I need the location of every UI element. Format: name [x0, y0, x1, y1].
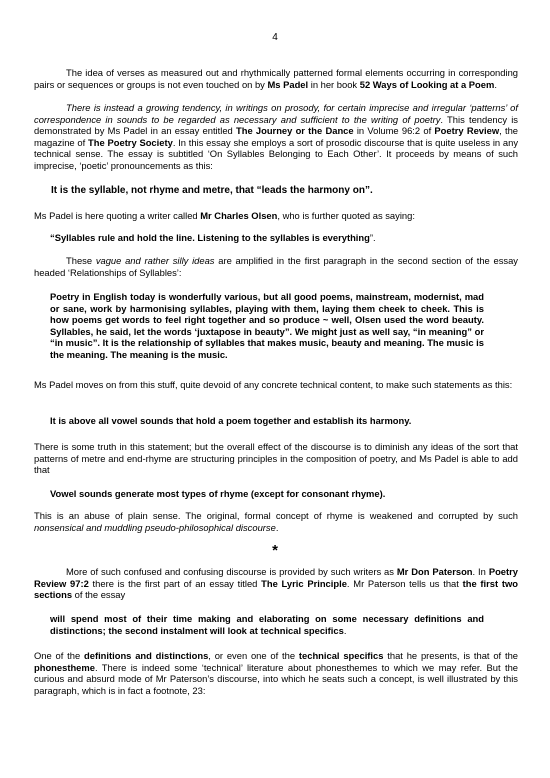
paragraph-padel-moves-on: Ms Padel moves on from this stuff, quite devoid of any concrete technical content, to make such statements as this: [34, 379, 513, 390]
section-separator: * [272, 542, 278, 559]
paragraph-vague-ideas: These vague and rather silly ideas are amplified in the first paragraph in the second section of the essay headed ‘Relationships of Syllables’: [34, 255, 518, 278]
page-number: 4 [272, 32, 278, 43]
paragraph-paterson-intro: More of such confused and confusing discourse is provided by such writers as Mr Don Paterson. In Poetry Review 97:2 there is the first part of an essay titled The Lyric Principle. Mr Paterson tells us that the first two sections of the essay [34, 566, 518, 601]
paragraph-abuse-of-sense: This is an abuse of plain sense. The original, formal concept of rhyme is weakened and corrupted by such nonsensical and muddling pseudo-philosophical discourse. [34, 510, 518, 533]
review-issue: Poetry Review 97:2 [34, 566, 518, 589]
paragraph-prosody-tendency: There is instead a growing tendency, in writings on prosody, for certain imprecise and irregular ‘patterns’ of correspondence in sounds to be regarded as necessary and sufficient to the writing of poetry. This tendency is demonstrated by Ms Padel in an essay entitled The Journey or the Dance in Volume 96:2 of Poetry Review, the magazine of The Poetry Society. In this essay she employs a sort of prosodic discourse that is quite useless in any technical sense. The essay is subtitled ‘On Syllables Belonging to Each Other’. It proceeds by means of such imprecise, ‘poetic’ pronouncements as this: [34, 102, 519, 171]
author-name: Ms Padel [267, 78, 309, 90]
book-title: 52 Ways of Looking at a Poem [359, 78, 495, 90]
paragraph-some-truth: There is some truth in this statement; but the overall effect of the discourse is to diminish any ideas of the sort that patterns of metre and end-rhyme are structuring principles in the composition of poetry, and Ms Padel is able to add that [34, 441, 518, 476]
olsen-name: Mr Charles Olsen [200, 210, 278, 221]
paragraph-olsen-intro: Ms Padel is here quoting a writer called Mr Charles Olsen, who is further quoted as saying: [34, 210, 415, 221]
quote-poetry-in-english: Poetry in English today is wonderfully various, but all good poems, mainstream, modernist, mad or sane, work by harmonising syllables, playing with them, laying them cheek to cheek. This is how poems get words to feel right together and so produce ~ well, Olsen used the word beauty. Syllables, he said, let the words ‘juxtapose in beauty”. We might just as well say, “in meaning” or “in music”. It is the relationship of syllables that makes music, beauty and meaning. The music is the meaning. The meaning is the music. [50, 291, 484, 360]
quote-vowel-sounds-harmony: It is above all vowel sounds that hold a poem together and establish its harmony. [50, 415, 412, 426]
quote-vowel-sounds-rhyme: Vowel sounds generate most types of rhyme (except for consonant rhyme). [50, 488, 386, 499]
phonestheme-term: phonestheme [34, 661, 95, 673]
quote-definitions-distinctions: will spend most of their time making and elaborating on some necessary definitions and distinctions; the second instalment will look at technical specifics. [50, 613, 484, 636]
lyric-principle-title: The Lyric Principle [261, 577, 347, 589]
quote-syllables-rule: “Syllables rule and hold the line. Listening to the syllables is everything”. [50, 232, 376, 243]
paterson-name: Mr Don Paterson [396, 566, 473, 577]
paragraph-phonestheme: One of the definitions and distinctions, or even one of the technical specifics that he presents, is that of the phonestheme. There is indeed some ‘technical’ literature about phonesthemes to which we may refer. But the curious and absurd mode of Mr Paterson’s discourse, into which he seats such a concept, is well illustrated by this paragraph, which is in fact a footnote, 23: [34, 650, 518, 696]
magazine-title: Poetry Review [434, 125, 500, 137]
society-name: The Poetry Society [88, 136, 173, 148]
paragraph-padel-intro: The idea of verses as measured out and rhythmically patterned formal elements occurring in corresponding pairs or sequences or groups is not even touched on by Ms Padel in her book 52 Ways of Looking at a Poem. [34, 67, 518, 90]
quote-syllable-harmony: It is the syllable, not rhyme and metre, that “leads the harmony on”. [51, 185, 373, 196]
essay-title: The Journey or the Dance [235, 125, 354, 137]
